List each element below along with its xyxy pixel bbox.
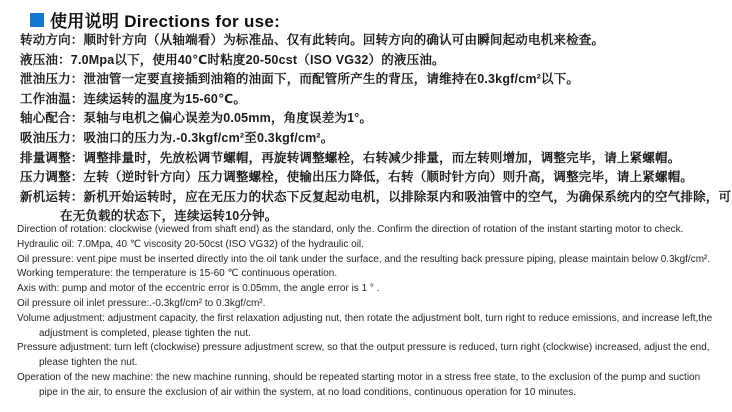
- chinese-directions-block: [20, 31, 730, 227]
- english-direction-line: pipe in the air, to ensure the exclusion of air within the system, at no load conditions, continuous operation for 10 minutes.: [39, 386, 576, 398]
- english-direction-line: Axis with: pump and motor of the eccentric error is 0.05mm, the angle error is 1 ° .: [17, 283, 380, 295]
- english-direction-line: adjustment is completed, please tighten the nut.: [39, 327, 251, 339]
- chinese-direction-line: 压力调整：左转（逆时针方向）压力调整螺栓，使输出压力降低，右转（顺时针方向）则升高，调整完毕，请上紧螺帽。: [20, 170, 694, 185]
- section-title: 使用说明 Directions for use:: [50, 12, 281, 31]
- section-heading: [30, 7, 280, 32]
- chinese-direction-line: 新机运转：新机开始运转时，应在无压力的状态下反复起动电机，以排除泵内和吸油管中的空气，为确保系统内的空气排除，可: [20, 189, 732, 204]
- english-direction-line: please tighten the nut.: [39, 357, 138, 369]
- english-direction-line: Pressure adjustment: turn left (clockwise) pressure adjustment screw, so that the output pressure is reduced, turn right (clockwise) increased, adjust the end,: [17, 342, 710, 354]
- chinese-direction-line: 在无负载的状态下，连续运转10分钟。: [60, 209, 278, 224]
- english-direction-line: Oil pressure: vent pipe must be inserted directly into the oil tank under the surface, and the resulting back pressure piping, please maintain below 0.3kgf/cm².: [17, 253, 711, 265]
- chinese-direction-line: 排量调整：调整排量时，先放松调节螺帽，再旋转调整螺栓，右转减少排量，而左转则增加，调整完毕，请上紧螺帽。: [20, 150, 681, 165]
- chinese-direction-line: 工作油温：连续运转的温度为15-60℃。: [20, 91, 247, 106]
- blue-square-icon: [30, 13, 44, 27]
- english-direction-line: Operation of the new machine: the new machine running, should be repeated starting motor in a stress free state, to the exclusion of the pump and suction: [17, 371, 701, 383]
- english-directions-block: [17, 223, 730, 401]
- english-direction-line: Working temperature: the temperature is 15-60 ℃ continuous operation.: [17, 268, 338, 280]
- chinese-direction-line: 转动方向：顺时针方向（从轴端看）为标准品、仅有此转向。回转方向的确认可由瞬间起动电机来检查。: [20, 33, 605, 47]
- chinese-direction-line: 液压油：7.0Mpa以下，使用40℃时粘度20-50cst（ISO VG32）的液压油。: [20, 52, 445, 67]
- chinese-direction-line: 轴心配合：泵轴与电机之偏心误差为0.05mm，角度误差为1°。: [20, 111, 373, 126]
- chinese-direction-line: 吸油压力：吸油口的压力为.-0.3kgf/cm²至0.3kgf/cm²。: [20, 130, 334, 145]
- chinese-direction-line: 泄油压力：泄油管一定要直接插到油箱的油面下，而配管所产生的背压，请维持在0.3kgf/cm²以下。: [20, 72, 580, 87]
- english-direction-line: Direction of rotation: clockwise (viewed from shaft end) as the standard, only the. Confirm the direction of rotation of the instant starting motor to check.: [17, 224, 684, 235]
- english-direction-line: Volume adjustment: adjustment capacity, the first relaxation adjusting nut, then rotate the adjustment bolt, turn right to reduce emissions, and increase left,the: [17, 312, 713, 324]
- english-direction-line: Oil pressure oil inlet pressure:.-0.3kgf/cm² to 0.3kgf/cm².: [17, 297, 266, 309]
- english-direction-line: Hydraulic oil: 7.0Mpa, 40 ℃ viscosity 20-50cst (ISO VG32) of the hydraulic oil.: [17, 238, 364, 250]
